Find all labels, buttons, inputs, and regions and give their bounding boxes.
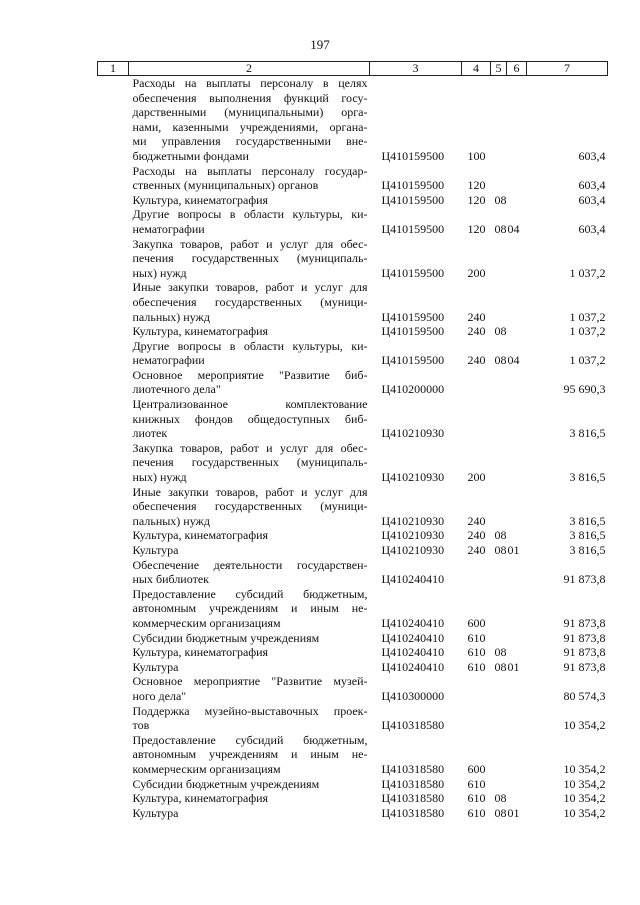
expense-type-cell: 200: [467, 470, 486, 485]
section-cell: [491, 397, 507, 441]
row-number-cell: [98, 777, 129, 792]
target-article-code-cell: Ц410210930: [381, 513, 445, 528]
expense-name-line: Субсидии бюджетным учреждениям: [132, 630, 320, 645]
expense-name-line: бюджетными фондами: [132, 148, 249, 163]
amount-cell: 91 873,8: [563, 659, 606, 674]
section-cell: [491, 441, 507, 485]
table-row: [98, 660, 608, 675]
target-article-code-cell: Ц410240410: [381, 572, 445, 587]
row-number-cell: [98, 558, 129, 587]
expense-name-line: Расходы на выплаты персоналу в целях: [132, 76, 368, 90]
subsection-cell: 01: [507, 659, 520, 674]
row-number-cell: [98, 193, 129, 208]
expense-name-line: Поддержка музейно-выставочных проек-: [132, 703, 368, 718]
target-article-code-cell: Ц410240410: [381, 630, 445, 645]
expense-type-cell: [462, 558, 491, 587]
row-number-cell: [98, 441, 129, 485]
subsection-cell: [507, 397, 527, 441]
column-header: 2: [129, 62, 370, 76]
expense-type-cell: [462, 674, 491, 703]
section-cell: [491, 368, 507, 397]
amount-cell: 1 037,2: [569, 265, 606, 280]
subsection-cell: [507, 164, 527, 193]
row-number-cell: [98, 397, 129, 441]
expense-name-line: пальных) нужд: [132, 513, 210, 528]
table-row: [98, 777, 608, 792]
page-number: 197: [310, 37, 330, 52]
expense-name-cell: [129, 558, 370, 587]
expense-type-cell: 600: [467, 761, 486, 776]
target-article-code-cell: Ц410210930: [381, 426, 445, 441]
section-cell: [491, 280, 507, 324]
subsection-cell: [507, 237, 527, 281]
subsection-cell: [507, 674, 527, 703]
expense-name-line: Субсидии бюджетным учреждениям: [132, 776, 320, 791]
expense-type-cell: 610: [467, 805, 486, 820]
expense-type-cell: 240: [467, 309, 486, 324]
expense-type-cell: [462, 397, 491, 441]
amount-cell: 10 354,2: [563, 718, 606, 733]
section-cell: [491, 704, 507, 733]
expense-type-cell: 240: [467, 353, 486, 368]
table-row: [98, 324, 608, 339]
expense-type-cell: 240: [467, 528, 486, 543]
table-row: [98, 237, 608, 281]
target-article-code-cell: Ц410240410: [381, 659, 445, 674]
expense-name-line: ных библиотек: [132, 572, 209, 587]
amount-cell: 3 816,5: [569, 426, 606, 441]
expense-name-line: Основное мероприятие "Развитие музей-: [132, 674, 368, 689]
target-article-code-cell: Ц410200000: [381, 382, 445, 397]
table-row: [98, 674, 608, 703]
expense-type-cell: 240: [467, 324, 486, 339]
row-number-cell: [98, 704, 129, 733]
expense-name-cell: [129, 660, 370, 675]
target-article-code-cell: Ц410210930: [381, 528, 445, 543]
expense-name-line: Иные закупки товаров, работ и услуг для: [132, 484, 368, 499]
table-row: [98, 587, 608, 631]
expense-name-line: нематографии: [132, 221, 205, 236]
expense-name-line: Другие вопросы в области культуры, ки-: [132, 207, 368, 222]
expense-name-cell: [129, 324, 370, 339]
expense-name-line: Расходы на выплаты персоналу государ-: [132, 163, 368, 178]
amount-cell: 80 574,3: [563, 688, 606, 703]
expense-name-line: Другие вопросы в области культуры, ки-: [132, 338, 368, 353]
amount-cell: 603,4: [578, 221, 606, 236]
expense-name-line: нематографии: [132, 353, 205, 368]
expense-name-line: Культура, кинематография: [132, 324, 269, 339]
expense-name-cell: [129, 485, 370, 529]
expense-type-cell: [462, 368, 491, 397]
expense-name-line: Культура: [132, 659, 179, 674]
row-number-cell: [98, 791, 129, 806]
budget-table: [97, 61, 608, 820]
expense-name-line: Основное мероприятие "Развитие биб-: [132, 367, 368, 382]
section-cell: [491, 674, 507, 703]
target-article-code-cell: Ц410210930: [381, 470, 445, 485]
section-cell: 08: [494, 528, 507, 543]
expense-name-cell: [129, 76, 370, 164]
table-row: [98, 528, 608, 543]
target-article-code-cell: Ц410240410: [381, 615, 445, 630]
expense-name-line: обеспечения государственных (муници-: [132, 294, 368, 309]
expense-name-line: Иные закупки товаров, работ и услуг для: [132, 280, 368, 295]
expense-type-cell: 240: [467, 513, 486, 528]
expense-name-cell: [129, 528, 370, 543]
row-number-cell: [98, 543, 129, 558]
amount-cell: 91 873,8: [563, 630, 606, 645]
expense-name-line: Культура, кинематография: [132, 645, 269, 660]
expense-name-cell: [129, 587, 370, 631]
row-number-cell: [98, 207, 129, 236]
amount-cell: 91 873,8: [563, 615, 606, 630]
column-header: 7: [527, 62, 608, 76]
expense-name-cell: [129, 164, 370, 193]
expense-type-cell: 610: [467, 791, 486, 806]
expense-name-line: ных) нужд: [132, 265, 187, 280]
section-cell: 08: [494, 324, 507, 339]
expense-name-cell: [129, 631, 370, 646]
table-row: [98, 645, 608, 660]
expense-name-line: тов: [132, 718, 150, 733]
table-row: [98, 558, 608, 587]
row-number-cell: [98, 645, 129, 660]
expense-name-line: лиотечного дела": [132, 382, 221, 397]
expense-type-cell: 610: [467, 659, 486, 674]
expense-name-cell: [129, 339, 370, 368]
section-cell: 08: [494, 805, 507, 820]
expense-name-line: Культура, кинематография: [132, 192, 269, 207]
amount-cell: 10 354,2: [563, 805, 606, 820]
expense-type-cell: 120: [467, 178, 486, 193]
expense-type-cell: 240: [467, 543, 486, 557]
target-article-code-cell: Ц410159500: [381, 353, 445, 368]
row-number-cell: [98, 660, 129, 675]
target-article-code-cell: Ц410318580: [381, 776, 445, 791]
expense-name-cell: [129, 397, 370, 441]
expense-name-cell: [129, 806, 370, 821]
section-cell: [491, 76, 507, 164]
expense-name-cell: [129, 645, 370, 660]
row-number-cell: [98, 528, 129, 543]
expense-name-line: ственных (муниципальных) органов: [132, 178, 319, 193]
subsection-cell: 04: [507, 221, 520, 236]
table-row: [98, 543, 608, 558]
table-row: [98, 631, 608, 646]
expense-name-line: Предоставление субсидий бюджетным,: [132, 732, 368, 747]
table-row: [98, 339, 608, 368]
expense-name-cell: [129, 543, 370, 558]
target-article-code-cell: Ц410159500: [381, 192, 445, 207]
subsection-cell: [507, 528, 527, 543]
subsection-cell: [507, 193, 527, 208]
target-article-code-cell: Ц410159500: [381, 265, 445, 280]
expense-name-line: лиотек: [132, 426, 168, 441]
section-cell: 08: [494, 791, 507, 806]
expense-type-cell: 610: [467, 645, 486, 660]
expense-name-line: Централизованное комплектование: [132, 397, 368, 412]
target-article-code-cell: Ц410318580: [381, 791, 445, 806]
expense-type-cell: 120: [467, 192, 486, 207]
expense-name-line: дарственными (муниципальными) орга-: [132, 105, 368, 120]
row-number-cell: [98, 237, 129, 281]
section-cell: [491, 558, 507, 587]
section-cell: [491, 777, 507, 792]
amount-cell: 95 690,3: [563, 382, 606, 397]
expense-name-line: печения государственных (муниципаль-: [132, 251, 368, 266]
expense-name-cell: [129, 674, 370, 703]
amount-cell: 603,4: [578, 148, 606, 163]
target-article-code-cell: Ц410210930: [381, 543, 445, 557]
expense-name-cell: [129, 237, 370, 281]
expense-name-line: Культура: [132, 543, 179, 557]
section-cell: 08: [494, 659, 507, 674]
expense-type-cell: 600: [467, 615, 486, 630]
expense-name-cell: [129, 704, 370, 733]
subsection-cell: 01: [507, 805, 520, 820]
subsection-cell: [507, 76, 527, 164]
row-number-cell: [98, 339, 129, 368]
column-header: 1: [98, 62, 129, 76]
target-article-code-cell: Ц410318580: [381, 805, 445, 820]
table-row: [98, 368, 608, 397]
expense-name-line: Закупка товаров, работ и услуг для обес-: [132, 440, 368, 455]
amount-cell: 91 873,8: [563, 572, 606, 587]
section-cell: [491, 164, 507, 193]
expense-name-line: Предоставление субсидий бюджетным,: [132, 586, 368, 601]
target-article-code-cell: Ц410159500: [381, 148, 445, 163]
expense-type-cell: 200: [467, 265, 486, 280]
expense-name-line: ми управления государственными вне-: [132, 134, 368, 149]
amount-cell: 3 816,5: [569, 528, 606, 543]
expense-name-cell: [129, 733, 370, 777]
expense-name-line: ных) нужд: [132, 470, 187, 485]
expense-name-cell: [129, 193, 370, 208]
subsection-cell: [507, 733, 527, 777]
expense-name-line: обеспечения выполнения функций госу-: [132, 90, 368, 105]
subsection-cell: [507, 777, 527, 792]
expense-name-cell: [129, 777, 370, 792]
row-number-cell: [98, 806, 129, 821]
amount-cell: 3 816,5: [569, 543, 606, 557]
amount-cell: 91 873,8: [563, 645, 606, 660]
column-header: 6: [507, 62, 527, 76]
table-row: [98, 207, 608, 236]
table-row: [98, 485, 608, 529]
section-cell: [491, 485, 507, 529]
subsection-cell: 04: [507, 353, 520, 368]
section-cell: [491, 237, 507, 281]
subsection-cell: [507, 791, 527, 806]
section-cell: [491, 631, 507, 646]
expense-name-line: печения государственных (муниципаль-: [132, 455, 368, 470]
subsection-cell: [507, 587, 527, 631]
table-row: [98, 704, 608, 733]
section-cell: 08: [494, 353, 507, 368]
table-row: [98, 441, 608, 485]
column-header: 4: [462, 62, 491, 76]
expense-name-cell: [129, 441, 370, 485]
expense-type-cell: 610: [467, 776, 486, 791]
row-number-cell: [98, 631, 129, 646]
row-number-cell: [98, 733, 129, 777]
expense-name-line: обеспечения государственных (муници-: [132, 499, 368, 514]
column-header: 3: [370, 62, 462, 76]
table-row: [98, 791, 608, 806]
section-cell: 08: [494, 192, 507, 207]
expense-name-line: Культура, кинематография: [132, 791, 269, 806]
expense-name-line: книжных фондов общедоступных биб-: [132, 411, 368, 426]
expense-name-line: Культура: [132, 805, 179, 820]
subsection-cell: [507, 324, 527, 339]
subsection-cell: [507, 368, 527, 397]
expense-type-cell: 120: [467, 221, 486, 236]
amount-cell: 603,4: [578, 192, 606, 207]
expense-type-cell: 100: [467, 148, 486, 163]
target-article-code-cell: Ц410159500: [381, 324, 445, 339]
amount-cell: 3 816,5: [569, 470, 606, 485]
row-number-cell: [98, 164, 129, 193]
expense-name-line: автономным учреждениям и иным не-: [132, 601, 368, 616]
row-number-cell: [98, 485, 129, 529]
expense-name-line: Культура, кинематография: [132, 528, 269, 543]
section-cell: 08: [494, 221, 507, 236]
expense-name-line: пальных) нужд: [132, 309, 210, 324]
table-row: [98, 280, 608, 324]
target-article-code-cell: Ц410318580: [381, 761, 445, 776]
section-cell: [491, 587, 507, 631]
row-number-cell: [98, 368, 129, 397]
amount-cell: 10 354,2: [563, 791, 606, 806]
target-article-code-cell: Ц410159500: [381, 309, 445, 324]
table-header-row: [98, 62, 608, 76]
subsection-cell: [507, 704, 527, 733]
target-article-code-cell: Ц410318580: [381, 718, 445, 733]
target-article-code-cell: Ц410159500: [381, 221, 445, 236]
table-row: [98, 193, 608, 208]
amount-cell: 3 816,5: [569, 513, 606, 528]
expense-name-line: Закупка товаров, работ и услуг для обес-: [132, 236, 368, 251]
amount-cell: 10 354,2: [563, 776, 606, 791]
amount-cell: 1 037,2: [569, 309, 606, 324]
expense-name-cell: [129, 368, 370, 397]
amount-cell: 1 037,2: [569, 353, 606, 368]
subsection-cell: [507, 558, 527, 587]
target-article-code-cell: Ц410240410: [381, 645, 445, 660]
amount-cell: 10 354,2: [563, 761, 606, 776]
row-number-cell: [98, 76, 129, 164]
expense-name-cell: [129, 791, 370, 806]
subsection-cell: [507, 485, 527, 529]
subsection-cell: [507, 280, 527, 324]
subsection-cell: [507, 631, 527, 646]
expense-name-line: Обеспечение деятельности государствен-: [132, 557, 368, 572]
expense-name-line: нами, казенными учреждениями, органа-: [132, 119, 368, 134]
expense-type-cell: [462, 704, 491, 733]
expense-name-line: коммерческим организациям: [132, 761, 281, 776]
expense-name-line: коммерческим организациям: [132, 615, 281, 630]
expense-type-cell: 610: [467, 630, 486, 645]
row-number-cell: [98, 324, 129, 339]
expense-name-line: автономным учреждениям и иным не-: [132, 747, 368, 762]
table-row: [98, 733, 608, 777]
expense-name-cell: [129, 280, 370, 324]
section-cell: [491, 733, 507, 777]
section-cell: 08: [494, 645, 507, 660]
subsection-cell: 01: [507, 543, 520, 557]
expense-name-cell: [129, 207, 370, 236]
amount-cell: 1 037,2: [569, 324, 606, 339]
subsection-cell: [507, 645, 527, 660]
target-article-code-cell: Ц410159500: [381, 178, 445, 193]
target-article-code-cell: Ц410300000: [381, 688, 445, 703]
table-row: [98, 164, 608, 193]
column-header: 5: [491, 62, 507, 76]
row-number-cell: [98, 587, 129, 631]
table-row: [98, 76, 608, 164]
row-number-cell: [98, 674, 129, 703]
table-row: [98, 806, 608, 821]
row-number-cell: [98, 280, 129, 324]
amount-cell: 603,4: [578, 178, 606, 193]
table-row: [98, 397, 608, 441]
subsection-cell: [507, 441, 527, 485]
expense-name-line: ного дела": [132, 688, 187, 703]
section-cell: 08: [494, 543, 507, 557]
